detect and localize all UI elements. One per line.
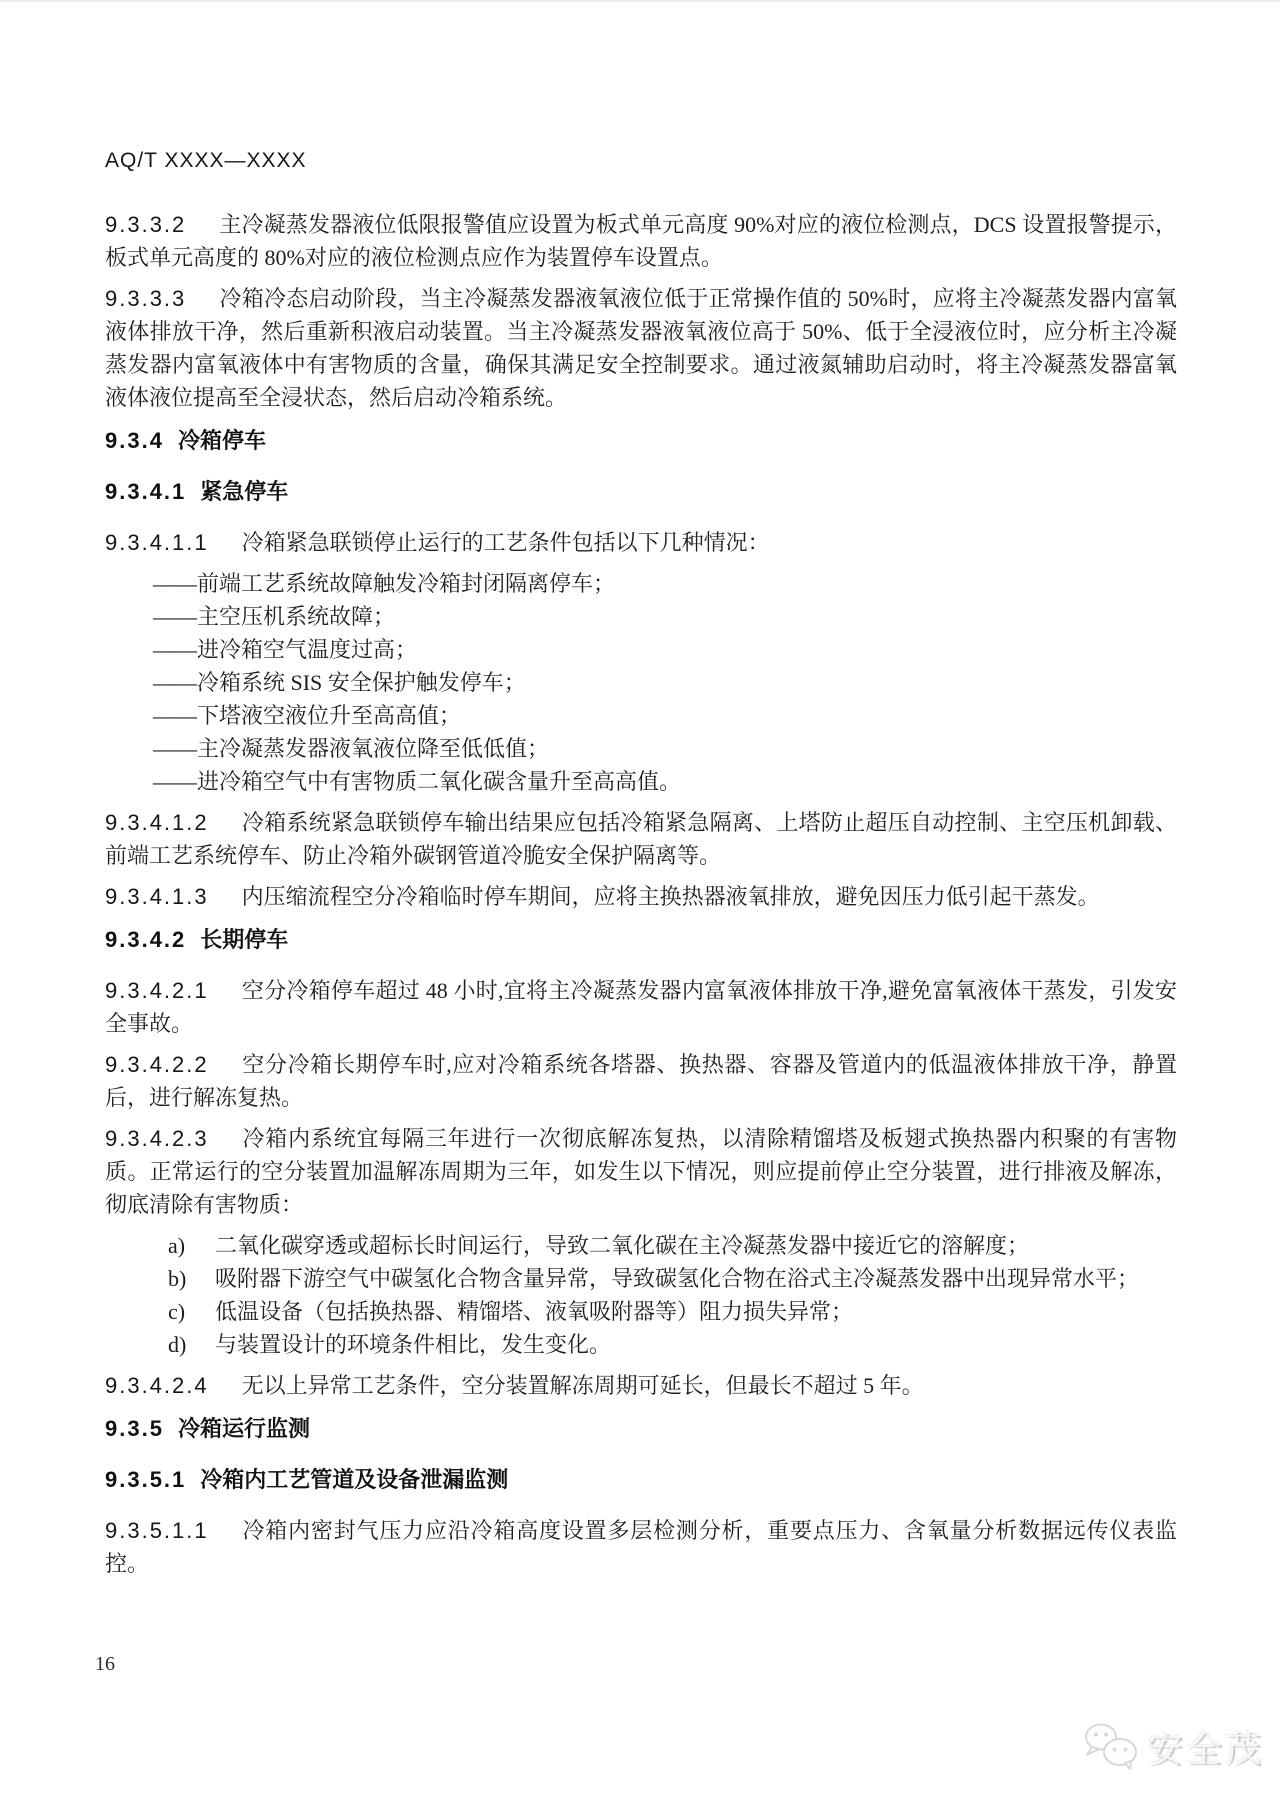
page-content: [105, 148, 1177, 1588]
clause-text: 空分冷箱长期停车时,应对冷箱系统各塔器、换热器、容器及管道内的低温液体排放干净，静置后，进行解冻复热。: [105, 1052, 1177, 1110]
letter-list-text: 二氧化碳穿透或超标长时间运行，导致二氧化碳在主冷凝蒸发器中接近它的溶解度；: [215, 1233, 1030, 1258]
dash-list-item: ——冷箱系统 SIS 安全保护触发停车；: [153, 670, 526, 695]
heading-title: 冷箱运行监测: [177, 1416, 310, 1441]
heading-number: 9.3.5.1: [105, 1467, 187, 1492]
letter-list: [105, 1229, 1177, 1361]
heading-9-3-5-1: [105, 1463, 1177, 1496]
clause-text: 空分冷箱停车超过 48 小时,宜将主冷凝蒸发器内富氧液体排放干净,避免富氧液体干蒸发，引发安全事故。: [105, 978, 1177, 1036]
clause-9-3-3-3: [105, 282, 1177, 414]
letter-list-item: [105, 1262, 1177, 1295]
heading-number: 9.3.4.1: [105, 479, 187, 504]
dash-list-item: ——进冷箱空气温度过高；: [153, 637, 418, 662]
clause-text: 冷箱内密封气压力应沿冷箱高度设置多层检测分析，重要点压力、含氧量分析数据远传仪表监控。: [105, 1518, 1177, 1576]
heading-9-3-4: [105, 424, 1177, 457]
document-header: AQ/T XXXX—XXXX: [105, 149, 307, 172]
letter-list-text: 吸附器下游空气中碳氢化合物含量异常，导致碳氢化合物在浴式主冷凝蒸发器中出现异常水平；: [215, 1266, 1140, 1291]
page-top-edge: [0, 0, 1280, 2]
clause-number: 9.3.3.2: [105, 212, 187, 237]
wechat-icon: [1083, 1722, 1139, 1775]
heading-title: 紧急停车: [200, 479, 289, 504]
heading-title: 冷箱停车: [177, 428, 266, 453]
heading-9-3-4-1: [105, 475, 1177, 508]
clause-9-3-4-2-3: [105, 1122, 1177, 1221]
clause-text: 主冷凝蒸发器液位低限报警值应设置为板式单元高度 90%对应的液位检测点，DCS 设置报警提示，板式单元高度的 80%对应的液位检测点应作为装置停车设置点。: [105, 212, 1177, 270]
dash-list: [105, 567, 1177, 798]
heading-9-3-5: [105, 1412, 1177, 1445]
letter-list-text: 与装置设计的环境条件相比，发生变化。: [215, 1332, 612, 1357]
clause-number: 9.3.4.2.2: [105, 1052, 209, 1077]
letter-list-item: [105, 1295, 1177, 1328]
heading-title: 长期停车: [200, 927, 289, 952]
heading-number: 9.3.4.2: [105, 927, 187, 952]
letter-list-label: c): [168, 1299, 186, 1324]
letter-list-text: 低温设备（包括换热器、精馏塔、液氧吸附器等）阻力损失异常；: [215, 1299, 854, 1324]
heading-title: 冷箱内工艺管道及设备泄漏监测: [200, 1467, 509, 1492]
clause-number: 9.3.4.1.3: [105, 884, 209, 909]
clause-9-3-5-1-1: [105, 1514, 1177, 1580]
letter-list-label: a): [168, 1233, 186, 1258]
clause-number: 9.3.5.1.1: [105, 1518, 209, 1543]
dash-list-item: ——进冷箱空气中有害物质二氧化碳含量升至高高值。: [153, 769, 682, 794]
clause-text: 冷箱紧急联锁停止运行的工艺条件包括以下几种情况：: [241, 530, 770, 555]
watermark: [1083, 1722, 1264, 1775]
clause-number: 9.3.4.2.4: [105, 1373, 209, 1398]
dash-list-item: ——前端工艺系统故障触发冷箱封闭隔离停车；: [153, 571, 616, 596]
clause-9-3-3-2: [105, 208, 1177, 274]
dash-list-item: ——主空压机系统故障；: [153, 604, 396, 629]
clause-9-3-4-2-2: [105, 1048, 1177, 1114]
dash-list-item: ——下塔液空液位升至高高值；: [153, 703, 462, 728]
heading-number: 9.3.5: [105, 1416, 164, 1441]
letter-list-item: [105, 1229, 1177, 1262]
clause-text: 无以上异常工艺条件，空分装置解冻周期可延长，但最长不超过 5 年。: [241, 1373, 924, 1398]
heading-9-3-4-2: [105, 923, 1177, 956]
watermark-text: 安全茂: [1147, 1727, 1265, 1769]
letter-list-item: [105, 1328, 1177, 1361]
clause-number: 9.3.4.1.1: [105, 530, 209, 555]
clause-text: 冷箱系统紧急联锁停车输出结果应包括冷箱紧急隔离、上塔防止超压自动控制、主空压机卸载、前端工艺系统停车、防止冷箱外碳钢管道冷脆安全保护隔离等。: [105, 810, 1177, 868]
clause-9-3-4-1-2: [105, 806, 1177, 872]
clause-number: 9.3.4.2.1: [105, 978, 209, 1003]
clause-9-3-4-2-1: [105, 974, 1177, 1040]
clause-text: 内压缩流程空分冷箱临时停车期间，应将主换热器液氧排放，避免因压力低引起干蒸发。: [241, 884, 1100, 909]
clause-text: 冷箱内系统宜每隔三年进行一次彻底解冻复热，以清除精馏塔及板翅式换热器内积聚的有害物质。正常运行的空分装置加温解冻周期为三年，如发生以下情况，则应提前停止空分装置，进行排液及解冻，彻底清除有害物质：: [105, 1126, 1177, 1217]
letter-list-label: d): [168, 1332, 187, 1357]
clause-9-3-4-1-3: [105, 880, 1177, 913]
clause-9-3-4-2-4: [105, 1369, 1177, 1402]
clause-number: 9.3.3.3: [105, 286, 187, 311]
heading-number: 9.3.4: [105, 428, 164, 453]
clause-number: 9.3.4.1.2: [105, 810, 209, 835]
dash-list-item: ——主冷凝蒸发器液氧液位降至低低值；: [153, 736, 550, 761]
clause-number: 9.3.4.2.3: [105, 1126, 209, 1151]
page-number: 16: [95, 1653, 115, 1675]
clause-9-3-4-1-1: [105, 526, 1177, 559]
letter-list-label: b): [168, 1266, 187, 1291]
clause-text: 冷箱冷态启动阶段，当主冷凝蒸发器液氧液位低于正常操作值的 50%时，应将主冷凝蒸发器内富氧液体排放干净，然后重新积液启动装置。当主冷凝蒸发器液氧液位高于 50%、低于全浸液位时，应分析主冷凝蒸发器内富氧液体中有害物质的含量，确保其满足安全控制要求。通过液氮辅助启动时，将主冷凝蒸发器富氧液体液位提高至全浸状态，然后启动冷箱系统。: [105, 286, 1177, 410]
